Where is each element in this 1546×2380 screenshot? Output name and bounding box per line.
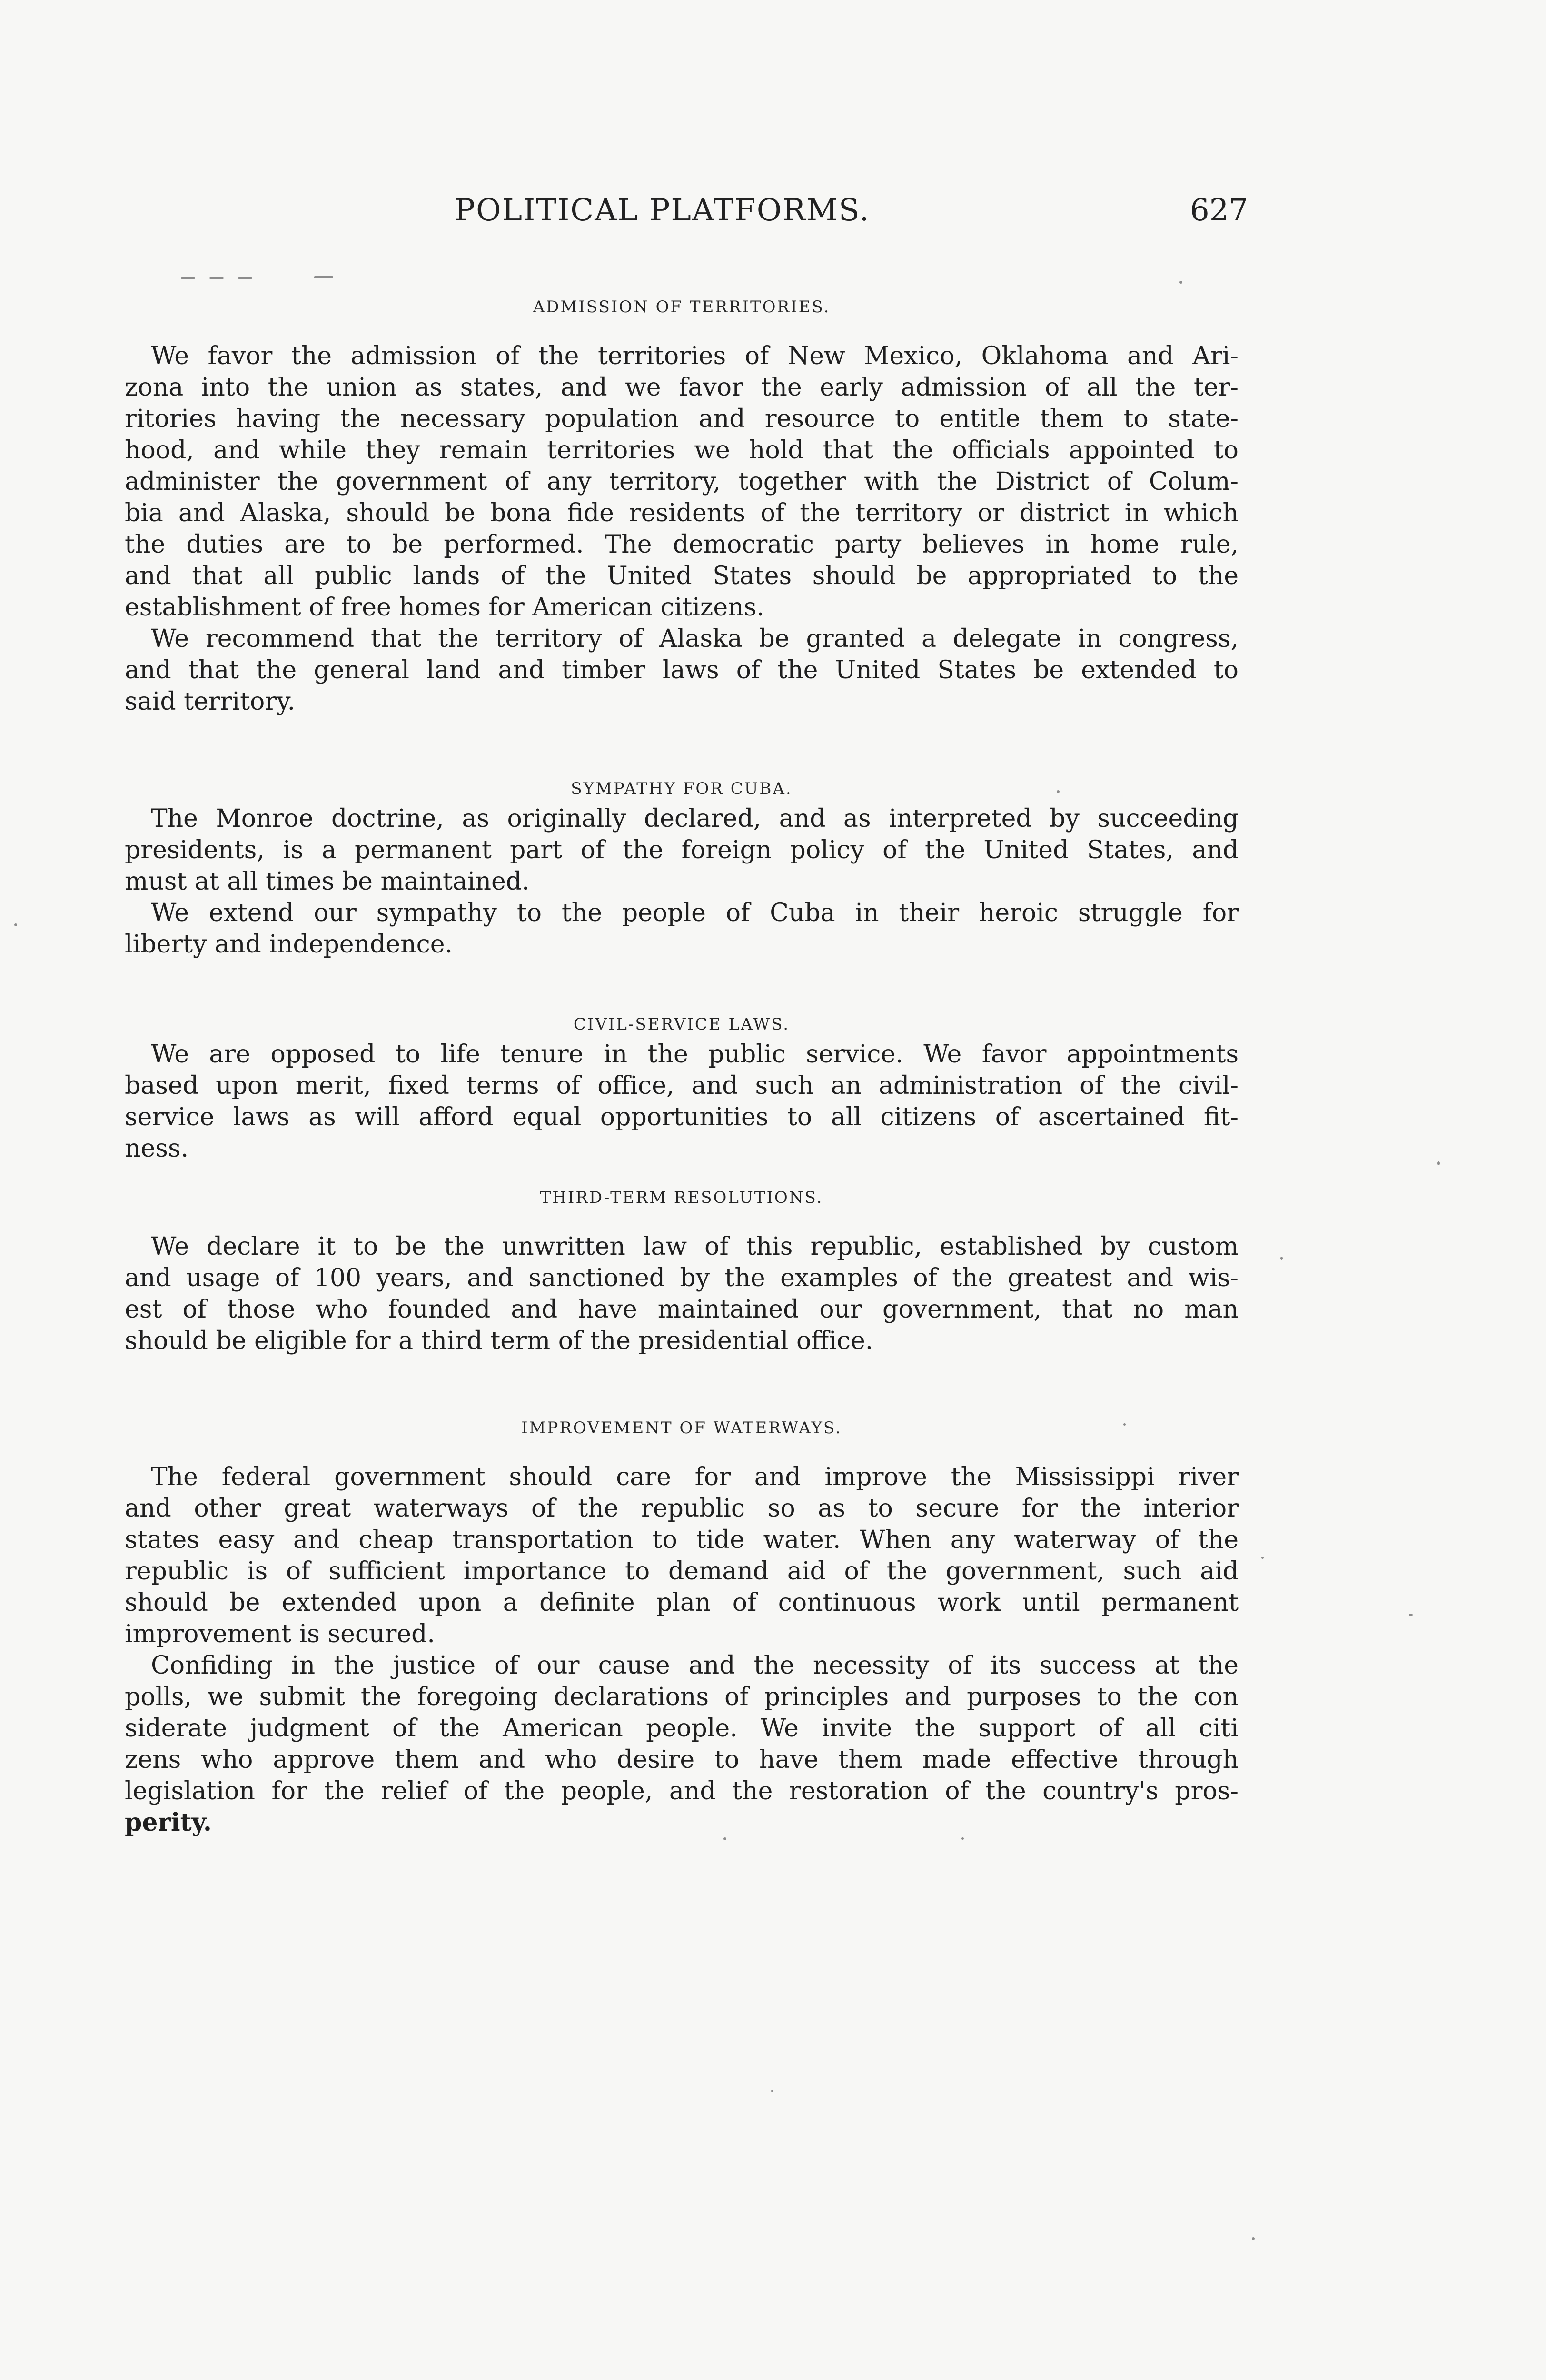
section-sympathy-for-cuba [125,774,1239,960]
text-line: and that all public lands of the United States should be appropriated to the [125,562,1239,590]
text-line: establishment of free homes for American citizens. [125,593,764,622]
text-line: We recommend that the territory of Alaska be granted a delegate in congress, [151,625,1239,653]
scan-speck [1179,281,1182,284]
text-line: zona into the union as states, and we favor the early admission of all the ter- [125,373,1239,402]
text-line: should be extended upon a definite plan of continuous work until permanent [125,1588,1239,1617]
text-line: ness. [125,1134,189,1163]
text-line: said territory. [125,687,296,716]
scan-speck [771,2090,773,2092]
text-line: the duties are to be performed. The democratic party believes in home rule, [125,530,1239,559]
text-line: We are opposed to life tenure in the public service. We favor appointments [151,1040,1239,1069]
text-line: We extend our sympathy to the people of Cuba in their heroic struggle for [151,899,1239,927]
section-heading: THIRD-TERM RESOLUTIONS. [540,1188,823,1207]
section-heading: IMPROVEMENT OF WATERWAYS. [521,1418,842,1438]
section-heading: CIVIL-SERVICE LAWS. [573,1015,790,1034]
scan-speck [1057,790,1060,793]
section-third-term-resolutions [125,1183,1239,1357]
scan-speck [314,276,333,278]
text-line: zens who approve them and who desire to have them made effective through [125,1745,1239,1774]
text-line: and other great waterways of the republic so as to secure for the interior [125,1494,1239,1523]
scan-speck [1280,1257,1283,1260]
section-improvement-of-waterways [125,1414,1239,1838]
text-line: must at all times be maintained. [125,867,530,896]
text-line: We declare it to be the unwritten law of this republic, established by custom [151,1232,1239,1261]
text-line: improvement is secured. [125,1620,435,1648]
scan-speck [961,1837,964,1840]
text-line: We favor the admission of the territories of New Mexico, Oklahoma and Ari- [151,342,1239,370]
section-heading: ADMISSION OF TERRITORIES. [533,298,831,317]
scan-speck [14,923,17,926]
section-civil-service-laws [125,1010,1239,1164]
text-line: siderate judgment of the American people. We invite the support of all citi [125,1714,1239,1743]
text-line: hood, and while they remain territories we hold that the officials appointed to [125,436,1239,465]
scan-speck [238,277,252,279]
scan-speck [1409,1614,1413,1616]
text-line: republic is of sufficient importance to demand aid of the government, such aid [125,1557,1239,1586]
page-number: 627 [1190,193,1249,228]
text-line: and usage of 100 years, and sanctioned by the examples of the greatest and wis- [125,1264,1239,1292]
text-line: The federal government should care for and improve the Mississippi river [151,1463,1239,1491]
text-line: est of those who founded and have maintained our government, that no man [125,1295,1239,1324]
text-line: polls, we submit the foregoing declarations of principles and purposes to the con [125,1683,1239,1711]
scan-speck [1437,1161,1440,1165]
scan-speck [1261,1557,1264,1559]
scan-speck [181,277,195,279]
text-line: Confiding in the justice of our cause and the necessity of its success at the [151,1651,1239,1680]
section-admission-of-territories [125,293,1239,717]
text-line: based upon merit, fixed terms of office, and such an administration of the civil- [125,1071,1239,1100]
text-line: presidents, is a permanent part of the foreign policy of the United States, and [125,836,1239,864]
section-heading: SYMPATHY FOR CUBA. [571,779,793,798]
scan-speck [1252,2237,1255,2240]
text-line: perity. [125,1808,212,1837]
text-line: states easy and cheap transportation to tide water. When any waterway of the [125,1526,1239,1554]
text-line: service laws as will afford equal opportunities to all citizens of ascertained fit- [125,1103,1239,1131]
text-line: should be eligible for a third term of the presidential office. [125,1327,873,1355]
text-line: liberty and independence. [125,930,453,959]
body-text [125,293,1239,1838]
text-line: administer the government of any territory, together with the District of Colum- [125,467,1239,496]
text-line: The Monroe doctrine, as originally declared, and as interpreted by succeeding [151,804,1239,833]
scan-speck [723,1837,726,1840]
running-title: POLITICAL PLATFORMS. [455,193,870,228]
scan-speck [1123,1423,1126,1426]
text-line: and that the general land and timber laws of the United States be extended to [125,656,1239,684]
text-line: ritories having the necessary population and resource to entitle them to state- [125,405,1239,433]
text-line: legislation for the relief of the people, and the restoration of the country's pros- [125,1777,1239,1805]
scan-speck [209,277,224,279]
text-line: bia and Alaska, should be bona fide residents of the territory or district in which [125,499,1239,527]
